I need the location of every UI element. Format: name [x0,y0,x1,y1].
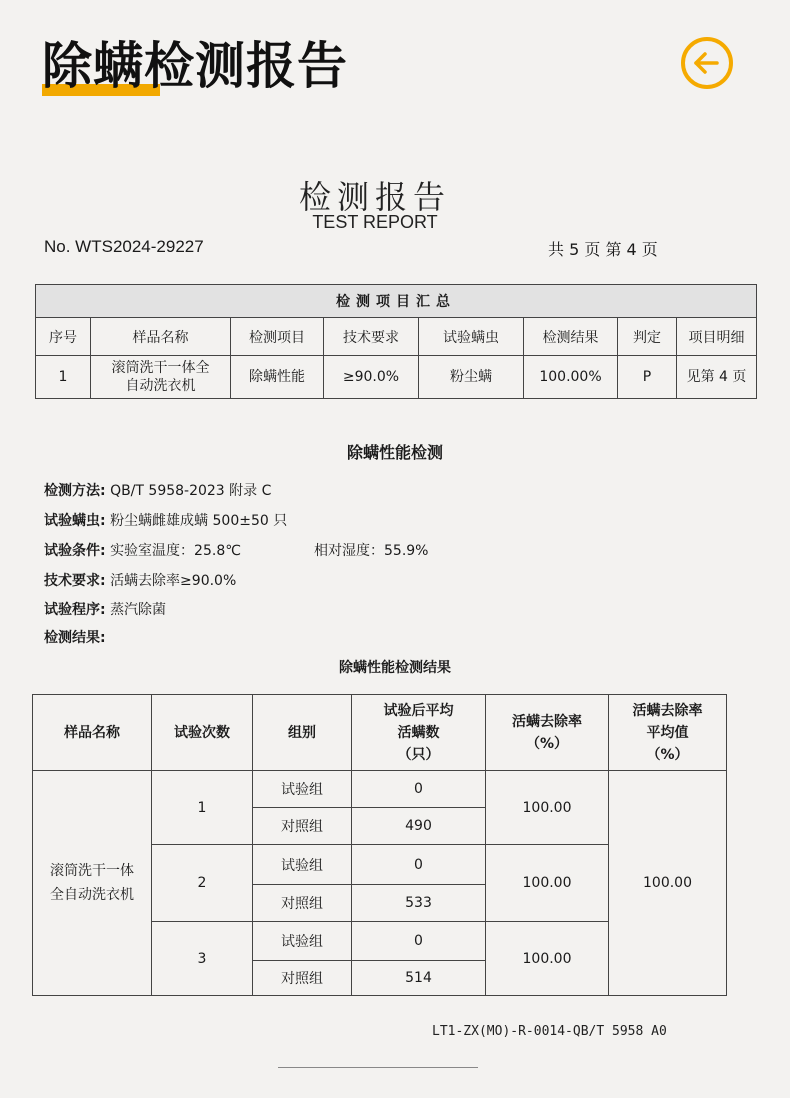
cell-trial-no: 3 [152,922,253,996]
column-header: 序号 [36,318,91,356]
cell-count: 0 [352,845,486,885]
column-header [352,695,486,771]
info-mite [44,510,287,530]
sample-line: 滚筒洗干一体全 [111,360,210,376]
cell-removal: 100.00 [486,922,609,996]
sample-line: 滚筒洗干一体 [50,863,134,879]
cell-detail: 见第 4 页 [677,356,757,399]
cell-requirement: ≥90.0% [324,356,419,399]
summary-table [35,284,757,399]
column-header: 组别 [253,695,352,771]
cell-mite: 粉尘螨 [419,356,524,399]
cell-count: 533 [352,885,486,922]
footer-code: LT1-ZX(MO)-R-0014-QB/T 5958 A0 [432,1024,667,1039]
cell-removal: 100.00 [486,771,609,845]
arrow-left-circle-icon [685,41,729,85]
info-procedure [44,599,166,619]
summary-table-header: 检测项目汇总 [36,285,757,318]
cell-group: 试验组 [253,845,352,885]
column-header: 项目明细 [677,318,757,356]
document-title: 检测报告 [298,178,451,216]
footer-divider [278,1067,478,1068]
back-button[interactable] [681,37,733,89]
header-line: （%） [646,746,689,763]
results-header-row [33,695,727,771]
info-label: 试验程序: [44,602,106,618]
column-header [609,695,727,771]
info-humidity [314,540,428,560]
header-line: （%） [525,735,569,752]
info-label: 试验螨虫: [44,513,106,529]
info-requirement [44,570,236,590]
cell-count: 0 [352,771,486,808]
info-label: 检测方法: [44,483,106,499]
column-header: 检测项目 [231,318,324,356]
cell-average-removal: 100.00 [609,771,727,996]
cell-group: 试验组 [253,922,352,961]
header-line: 试验后平均 [383,702,454,719]
header-line: 活螨去除率 [632,702,703,719]
column-header: 试验次数 [152,695,253,771]
info-value: 蒸汽除菌 [110,602,167,618]
column-header: 检测结果 [524,318,618,356]
page-header [42,34,348,98]
info-value: 相对湿度：55.9% [314,543,429,559]
info-label: 试验条件: [44,543,106,559]
info-value: QB/T 5958-2023 附录 C [110,483,272,499]
cell-group: 对照组 [253,961,352,996]
sample-line: 全自动洗衣机 [50,887,134,903]
header-line: （只） [397,746,440,763]
column-header: 技术要求 [324,318,419,356]
header-line: 活螨数 [397,724,440,741]
results-table [32,694,727,996]
column-header [486,695,609,771]
cell-trial-no: 1 [152,771,253,845]
info-value: 活螨去除率≥90.0% [110,573,237,589]
column-header: 判定 [618,318,677,356]
page-info: 共 5 页 第 4 页 [548,240,658,259]
page-title: 除螨检测报告 [42,37,348,95]
cell-trial-no: 2 [152,845,253,922]
cell-item: 除螨性能 [231,356,324,399]
header-line: 活螨去除率 [512,713,582,730]
info-value: 粉尘螨雌雄成螨 500±50 只 [110,513,288,529]
cell-judgement: P [618,356,677,399]
cell-count: 490 [352,808,486,845]
info-value: 实验室温度：25.8℃ [110,543,241,559]
cell-no: 1 [36,356,91,399]
cell-group: 对照组 [253,808,352,845]
cell-count: 514 [352,961,486,996]
info-condition [44,540,241,560]
cell-sample [91,356,231,399]
sample-line: 自动洗衣机 [125,378,196,394]
section-heading: 除螨性能检测 [346,443,443,462]
cell-group: 对照组 [253,885,352,922]
info-method [44,480,271,500]
header-line: 平均值 [646,724,689,741]
column-header: 样品名称 [33,695,152,771]
column-header: 试验螨虫 [419,318,524,356]
cell-group: 试验组 [253,771,352,808]
info-label: 检测结果: [44,630,106,646]
document-subtitle: TEST REPORT [312,212,438,232]
table-row [36,356,757,399]
cell-removal: 100.00 [486,845,609,922]
summary-column-headers [36,318,757,356]
info-result [44,627,106,647]
column-header: 样品名称 [91,318,231,356]
info-label: 技术要求: [44,573,106,589]
cell-sample [33,771,152,996]
cell-result: 100.00% [524,356,618,399]
report-number: No. WTS2024-29227 [44,237,204,256]
cell-count: 0 [352,922,486,961]
results-heading: 除螨性能检测结果 [339,660,451,676]
table-row [33,771,727,808]
